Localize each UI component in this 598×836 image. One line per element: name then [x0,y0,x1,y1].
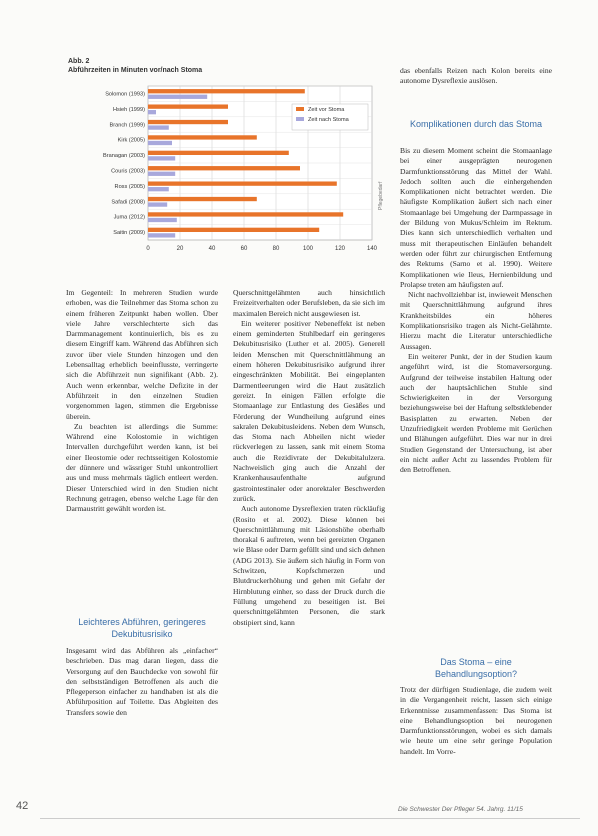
x-tick-label: 60 [240,246,248,252]
chart-source-label: Pflegebedarf [378,181,384,210]
x-tick-label: 80 [272,246,280,252]
chart-category-labels [103,92,145,237]
bar-1 [148,172,175,176]
paragraph: Ein weiterer positiver Nebeneffekt ist neben einem geminderten Stuhlbedarf ein geringeres Dekubitusrisiko (Luther et al. 2005). Generell leiden Menschen mit Querschnittlähmung an einem höheren Dekubitusrisiko aufgrund ihrer eingeschränkten Mobilität. Bei eingeplanten Darmentleerungen wird die Haut zusätzlich gereizt. In einigen Fällen erfolgte die Stomaanlage zur Entlastung des Gesäßes und Förderung der Wundheilung aufgrund eines sakralen Dekubitusleidens. Neben dem Wunsch, das Stoma nach Abheilen nicht wieder rückverlegen zu lassen, sank mit einem Stoma auch die Rezidivrate der Dekubitalulzera. Nachweislich ging auch die Anzahl der Krankenhausaufenthalte aufgrund gastrointestinaler oder anorektaler Beschwerden zurück. [233,318,385,503]
paragraph: das ebenfalls Reizen nach Kolon bereits eine autonome Dysreflexie auslösen. [400,66,552,86]
category-label: Juma (2012) [113,214,145,221]
bar-1 [148,218,177,222]
column-3c [400,685,552,757]
bar-0 [148,228,319,232]
bar-1 [148,141,172,145]
section-heading: Komplikationen durch das Stoma [409,119,543,129]
column-2 [233,288,385,628]
bar-0 [148,181,337,185]
category-label: Couris (2003) [111,168,145,175]
paragraph: Auch autonome Dysreflexien traten rückläufig (Rosito et al. 2002). Diese können bei Querschnittlähmung mit Läsionshöhe oberhalb thorakal 6 auftreten, wenn bei gereizten Organen wie Blase oder Darm gefüllt sind und sich dehnen (ADG 2013). Sie äußern sich häufig in Form von Schwitzen, Kopfschmerzen und Blutdruckerhöhung und gehen mit Gefahr der Hirnblutung einher, so dass der Druck durch die Füllung umgehend zu beseitigen ist. Bei querschnittgelähmten Personen, die stark obstipiert sind, kann [233,504,385,627]
category-label: Branch (1999) [109,122,145,129]
bar-0 [148,120,228,124]
x-tick-label: 0 [146,246,150,252]
chart-tick-labels [146,246,377,252]
footer-rule [40,818,580,819]
footer-journal: Die Schwester Der Pfleger 54. Jahrg. 11/15 [398,806,523,813]
column-3a [400,66,552,87]
paragraph: Im Gegenteil: In mehreren Studien wurde erhoben, was die Teilnehmer das Stoma schon zu einem früheren Zeitpunkt haben wollen. Über viele Jahre verschlechterte sich das Darmmanagement kontinuierlich, bis es zu diesem Eingriff kam. Während das Abführen sich zuvor über viele Stunden hinzogen und den Lebensalltag erheblich beeinflusste, verringerte sich die Abführzeit nun signifikant (Abb. 2). Auch wenn erkennbar, welche Defizite in der Abführzeit in den einzelnen Studien vorgenommen lagen, stimmen die Ergebnisse überein. [66,288,218,421]
section-heading: Leichteres Abführen, geringeres Dekubitusrisiko [78,617,206,639]
bar-1 [148,233,175,237]
column-1b [66,646,218,718]
x-tick-label: 40 [208,246,216,252]
legend-swatch [296,107,304,111]
paragraph: Nicht nachvollziehbar ist, inwieweit Menschen mit Querschnittlähmung aufgrund ihres Krankheitsbildes ein höheres Komplikationsrisiko tragen als Nicht-Gelähmte. Hierzu macht die Literatur unterschiedliche Aussagen. [400,290,552,351]
bar-1 [148,95,207,99]
category-label: Ross (2005) [114,183,145,190]
legend-label: Zeit vor Stoma [308,107,345,113]
bar-0 [148,151,289,155]
bar-0 [148,89,305,93]
legend-label: Zeit nach Stoma [308,117,349,123]
paragraph: Ein weiterer Punkt, der in der Studien kaum angeführt wird, ist die Stomaversorgung. Aufgrund der teilweise instabilen Haltung oder auch der hauptsächlichen Stuhle sind Schwierigkeiten in der Versorgung beziehungsweise bei der Haftung selbstklebender Basisplatten zu erwarten. Neben der Unzufriedigkeit werden Probleme mit Gerüchen und Blähungen aufgeführt. Dies war nur in drei Studien Gegenstand der Untersuchung, ist aber ein nicht außer Acht zu lassendes Problem für den Betroffenen. [400,351,552,475]
bar-0 [148,197,257,201]
bar-1 [148,187,169,191]
bar-1 [148,110,156,114]
page-number: 42 [16,800,29,812]
category-label: Saitin (2009) [113,230,145,237]
bar-0 [148,104,228,108]
column-1 [66,288,218,515]
chart-legend [292,104,368,130]
category-label: Kirk (2005) [117,137,145,144]
section-heading: Das Stoma – eine Behandlungsoption? [434,657,518,679]
bar-0 [148,135,257,139]
category-label: Safadi (2008) [111,199,145,206]
x-tick-label: 120 [334,246,346,252]
paragraph: Zu beachten ist allerdings die Summe: Während eine Kolostomie in wichtigen Intervallen durchgeführt werden kann, ist bei einer Ileostomie oder rechtsseitigen Kolostomie der dünnere und wässriger Stuhl unkontrolliert aus und muss mehrmals täglich entleert werden. Dieser Unterschied wird in den Studien nicht Rechnung getragen, ebenso welche Lage für den Darmaustritt gewählt worden ist. [66,421,218,514]
bar-1 [148,125,169,129]
legend-swatch [296,117,304,121]
x-tick-label: 140 [366,246,378,252]
column-3b [400,146,552,476]
x-tick-label: 100 [302,246,314,252]
bar-1 [148,156,175,160]
figure-title: Abführzeiten in Minuten vor/nach Stoma [68,67,203,74]
category-label: Branagan (2003) [103,153,145,160]
paragraph: Trotz der dürftigen Studienlage, die zudem weit in die Vergangenheit reicht, lassen sich einige Erkenntnisse zusammenfassen: Das Stoma ist eine Behandlungsoption bei neurogenen Darmfunktionsstörungen, wobei es sich damals wie heute um eine sehr geringe Population handelt. Im Vorre- [400,685,552,756]
figure-label: Abb. 2 [68,58,90,65]
bar-chart [60,80,390,270]
paragraph: Querschnittgelähmten auch hinsichtlich Freizeitverhalten oder Berufsleben, da sie sich im maximalen Bereich nicht ausgewiesen ist. [233,288,385,318]
bar-0 [148,166,300,170]
category-label: Solomon (1993) [105,91,145,98]
x-tick-label: 20 [176,246,184,252]
bar-0 [148,212,343,216]
bar-1 [148,202,167,206]
category-label: Hsieh (1999) [112,106,145,113]
paragraph: Bis zu diesem Moment scheint die Stomaanlage bei einer ausgeprägten neurogenen Darmfunktionsstörung das Mittel der Wahl. Jedoch sollten auch die einhergehenden Komplikationen nicht betrachtet werden. Die häufigste Komplikation äußert sich nach einer Stomaanlage bei Umgehung der Darmpassage in der Bildung von Mukus/Schleim im Rektum. Dies kann sich unterschiedlich verhalten und muss mit therapeutischen Einläufen behandelt werden oder führt zur chirurgischen Entfernung des Rektums (Sarno et al. 1990). Weitere Komplikationen wie Ileus, Hernienbildung und Prolapse treten am häufigsten auf. [400,146,552,289]
paragraph: Insgesamt wird das Abführen als „einfacher“ beschrieben. Das mag daran liegen, dass die Versorgung auf den Bauchdecke von sowohl für den selbstständigen Betroffenen als auch die Pflegeperson einfacher zu handhaben ist als die Abführposition auf Toilette. Das Abgleiten des Transfers sowie den [66,646,218,717]
